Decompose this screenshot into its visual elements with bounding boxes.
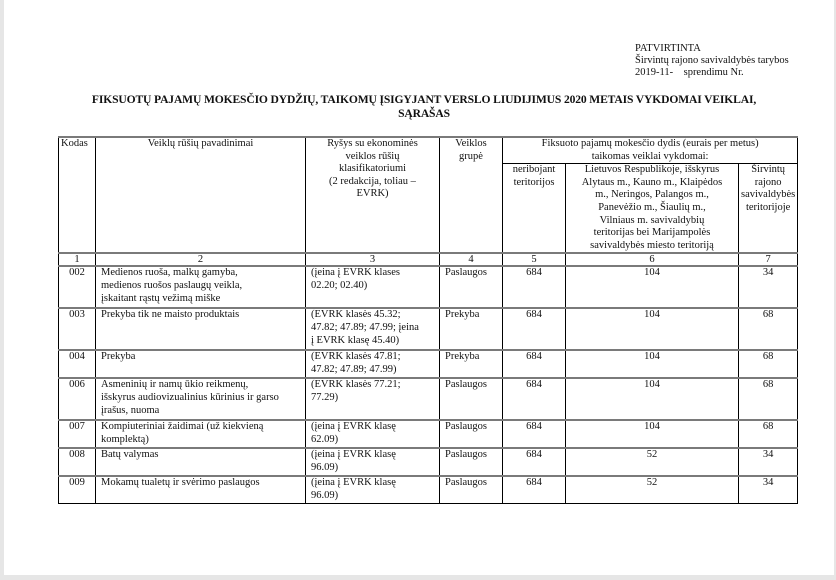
header-unlimited-line: neribojant [512, 164, 556, 176]
cell-code: 006 [59, 378, 96, 420]
cell-evrk-line: (EVRK klasės 47.81; [311, 351, 401, 363]
cell-unlimited: 684 [503, 350, 566, 378]
header-sirvintos-line: savivaldybės [741, 189, 796, 201]
cell-name [96, 350, 306, 378]
cell-unlimited: 684 [503, 266, 566, 308]
cell-name [96, 476, 306, 504]
cell-lithuania: 104 [566, 350, 739, 378]
cell-sirvintos: 68 [739, 420, 798, 448]
cell-evrk-line: į EVRK klasę 45.40) [311, 334, 400, 346]
cell-code: 007 [59, 420, 96, 448]
column-number: 7 [739, 253, 798, 266]
cell-group: Prekyba [440, 350, 503, 378]
cell-sirvintos: 34 [739, 476, 798, 504]
cell-evrk [306, 420, 440, 448]
cell-evrk [306, 350, 440, 378]
cell-lithuania: 104 [566, 308, 739, 350]
cell-group: Paslaugos [440, 378, 503, 420]
cell-evrk-line: 62.09) [311, 433, 339, 445]
cell-group: Paslaugos [440, 448, 503, 476]
header-unlimited-line: teritorijos [513, 176, 555, 188]
column-number: 5 [503, 253, 566, 266]
cell-evrk-line: 47.82; 47.89; 47.99) [311, 363, 397, 375]
cell-group: Paslaugos [440, 476, 503, 504]
column-number-row [59, 253, 798, 266]
cell-name-line: įskaitant rąstų vežimą miške [101, 292, 221, 304]
header-sirvintos-line: rajono [754, 176, 782, 188]
cell-code: 003 [59, 308, 96, 350]
tax-table [58, 136, 798, 504]
approval-line: 2019-11- sprendimu Nr. [635, 67, 744, 78]
cell-name [96, 448, 306, 476]
table-row [59, 378, 798, 420]
cell-lithuania: 104 [566, 420, 739, 448]
cell-evrk-line: 96.09) [311, 461, 339, 473]
header-code [59, 137, 96, 253]
cell-name-line: Asmeninių ir namų ūkio reikmenų, [101, 379, 249, 391]
column-number: 1 [59, 253, 96, 266]
cell-evrk-line: 47.82; 47.89; 47.99; įeina [311, 321, 419, 333]
cell-name [96, 378, 306, 420]
header-evrk-line: klasifikatoriumi [338, 163, 407, 175]
cell-sirvintos: 34 [739, 266, 798, 308]
cell-evrk-line: (EVRK klasės 45.32; [311, 309, 401, 321]
table-row [59, 476, 798, 504]
cell-unlimited: 684 [503, 308, 566, 350]
cell-unlimited: 684 [503, 476, 566, 504]
header-lithuania-line: Vilniaus m. savivaldybių [599, 214, 705, 226]
cell-name-line: Batų valymas [101, 449, 159, 461]
table-row [59, 350, 798, 378]
header-sirvintos [739, 164, 798, 254]
document-title [64, 93, 784, 121]
column-number: 6 [566, 253, 739, 266]
table-row [59, 308, 798, 350]
header-tax-line: taikomas veiklai vykdomai: [591, 150, 709, 162]
cell-evrk-line: (EVRK klasės 77.21; [311, 379, 401, 391]
approval-line: PATVIRTINTA [635, 43, 701, 54]
cell-name-line: Prekyba tik ne maisto produktais [101, 309, 240, 321]
cell-lithuania: 52 [566, 448, 739, 476]
cell-name-line: išskyrus audiovizualinius kūrinius ir garso [101, 391, 279, 403]
table-row [59, 266, 798, 308]
cell-evrk-line: 96.09) [311, 489, 339, 501]
header-lithuania-line: teritorijas bei Marijampolės [593, 227, 711, 239]
cell-evrk [306, 308, 440, 350]
header-tax-group [503, 137, 798, 164]
cell-name-line: įrašus, nuoma [101, 404, 160, 416]
cell-group: Prekyba [440, 308, 503, 350]
header-evrk [306, 137, 440, 253]
cell-name-line: Kompiuteriniai žaidimai (už kiekvieną [101, 421, 264, 433]
header-unlimited [503, 164, 566, 254]
cell-group: Paslaugos [440, 266, 503, 308]
cell-evrk [306, 448, 440, 476]
column-number: 3 [306, 253, 440, 266]
cell-sirvintos: 68 [739, 308, 798, 350]
cell-evrk-line: (įeina į EVRK klases [311, 267, 400, 279]
cell-evrk [306, 266, 440, 308]
cell-lithuania: 52 [566, 476, 739, 504]
header-sirvintos-line: teritorijoje [745, 201, 791, 213]
cell-evrk-line: 02.20; 02.40) [311, 279, 368, 291]
cell-sirvintos: 68 [739, 378, 798, 420]
header-evrk-line: veiklos rūšių [345, 150, 400, 162]
cell-evrk-line: (įeina į EVRK klasę [311, 421, 396, 433]
title-line: SĄRAŠAS [398, 107, 450, 120]
cell-name-line: Medienos ruoša, malkų gamyba, [101, 267, 238, 279]
header-lithuania-line: Alytaus m., Kauno m., Klaipėdos [581, 176, 723, 188]
cell-evrk-line: (įeina į EVRK klasę [311, 449, 396, 461]
header-names [96, 137, 306, 253]
cell-lithuania: 104 [566, 266, 739, 308]
cell-unlimited: 684 [503, 420, 566, 448]
header-lithuania-line: m., Neringos, Palangos m., [595, 189, 709, 201]
cell-sirvintos: 68 [739, 350, 798, 378]
cell-evrk-line: 77.29) [311, 391, 339, 403]
cell-evrk [306, 476, 440, 504]
cell-name [96, 266, 306, 308]
cell-name-line: medienos ruošos paslaugų veikla, [101, 279, 243, 291]
cell-evrk [306, 378, 440, 420]
header-code-label: Kodas [61, 138, 88, 149]
header-tax-line: Fiksuoto pajamų mokesčio dydis (eurais per metus) [541, 138, 759, 149]
table-row [59, 420, 798, 448]
header-lithuania-line: savivaldybės miesto teritoriją [590, 239, 714, 251]
cell-code: 009 [59, 476, 96, 504]
cell-unlimited: 684 [503, 448, 566, 476]
header-evrk-line: Ryšys su ekonominės [327, 138, 418, 149]
header-group [440, 137, 503, 253]
cell-evrk-line: (įeina į EVRK klasę [311, 477, 396, 489]
header-group-line: grupė [459, 150, 483, 162]
cell-sirvintos: 34 [739, 448, 798, 476]
header-row [59, 137, 798, 164]
cell-name-line: komplektą) [101, 433, 149, 445]
cell-code: 002 [59, 266, 96, 308]
header-evrk-line: EVRK) [356, 188, 389, 200]
table-row [59, 448, 798, 476]
column-number: 2 [96, 253, 306, 266]
cell-unlimited: 684 [503, 378, 566, 420]
cell-code: 008 [59, 448, 96, 476]
cell-code: 004 [59, 350, 96, 378]
header-evrk-line: (2 redakcija, toliau – [329, 175, 416, 187]
approval-line: Širvintų rajono savivaldybės tarybos [635, 55, 789, 66]
cell-name-line: Prekyba [101, 351, 136, 363]
header-names-label: Veiklų rūšių pavadinimai [147, 138, 254, 149]
header-lithuania-line: Panevėžio m., Šiaulių m., [598, 201, 706, 213]
cell-group: Paslaugos [440, 420, 503, 448]
header-lithuania-line: Lietuvos Respublikoje, išskyrus [584, 164, 720, 176]
cell-name [96, 420, 306, 448]
approval-block [635, 43, 789, 79]
cell-name [96, 308, 306, 350]
cell-lithuania: 104 [566, 378, 739, 420]
header-lithuania [566, 164, 739, 254]
header-sirvintos-line: Širvintų [751, 164, 786, 176]
header-group-line: Veiklos [455, 138, 487, 149]
cell-name-line: Mokamų tualetų ir svėrimo paslaugos [101, 477, 260, 489]
title-line: FIKSUOTŲ PAJAMŲ MOKESČIO DYDŽIŲ, TAIKOMŲ ĮSIGYJANT VERSLO LIUDIJIMUS 2020 METAIS VYKDOMAI VEIKLAI, [91, 93, 757, 106]
column-number: 4 [440, 253, 503, 266]
